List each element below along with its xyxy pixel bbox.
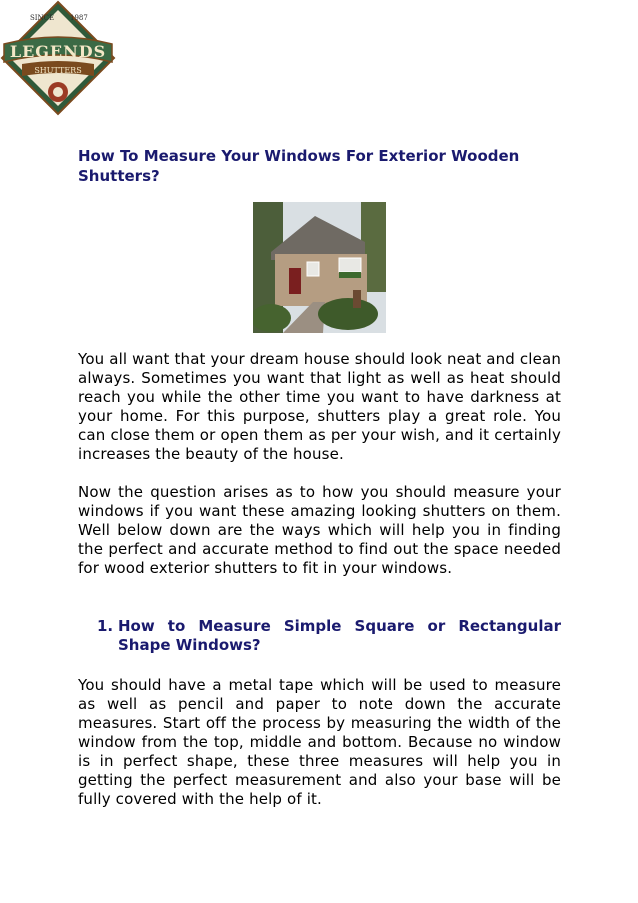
- article-title: How To Measure Your Windows For Exterior Wooden Shutters?: [78, 147, 520, 185]
- house-photo: [253, 202, 386, 333]
- legends-shutters-logo: [0, 0, 120, 120]
- svg-text:SINCE: SINCE: [30, 14, 55, 22]
- list-item: [97, 617, 561, 655]
- list-number: 1.: [97, 617, 114, 635]
- intro-paragraph: You all want that your dream house should look neat and clean always. Sometimes you want that light as well as heat should reach you while the other time you want to have darkness at your home. For this purpose, shutters play a great role. You can close them or open them as per your wish, and it certainly increases the beauty of the house.: [78, 350, 561, 463]
- svg-text:SHUTTERS: SHUTTERS: [34, 66, 82, 75]
- section-list: [97, 617, 561, 655]
- svg-text:1987: 1987: [70, 14, 88, 22]
- question-paragraph: Now the question arises as to how you should measure your windows if you want these amazing looking shutters on them. Well below down are the ways which will help you in finding the perfect and accurate method to find out the space needed for wood exterior shutters to fit in your windows.: [78, 483, 561, 577]
- svg-text:LEGENDS: LEGENDS: [9, 42, 107, 61]
- section-heading: How to Measure Simple Square or Rectangular Shape Windows?: [118, 617, 561, 654]
- section-body: You should have a metal tape which will be used to measure as well as pencil and paper to note down the accurate measures. Start off the process by measuring the width of the window from the top, middle and bottom. Because no window is in perfect shape, these three measures will help you in getting the perfect measurement and also your base will be fully covered with the help of it.: [78, 676, 561, 808]
